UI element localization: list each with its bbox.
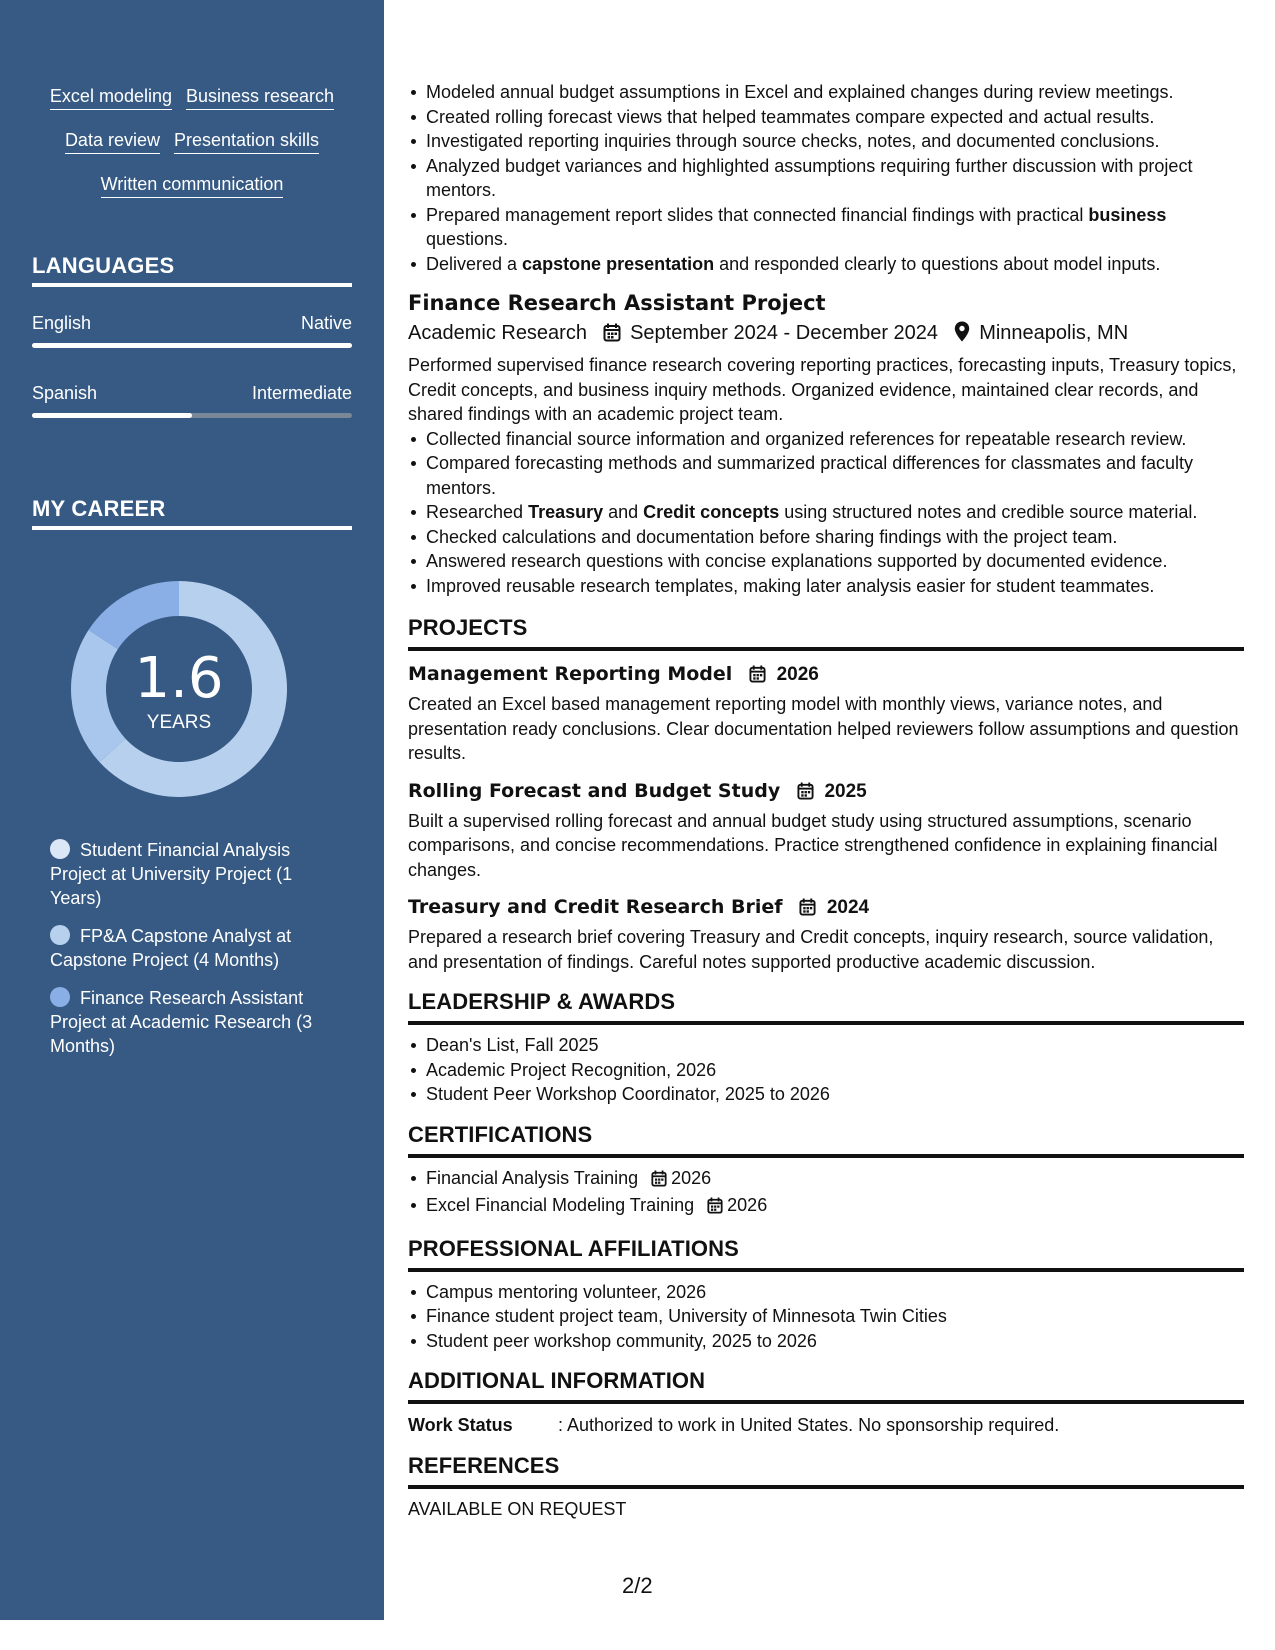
language-level: Native [300, 313, 352, 333]
project-title [408, 659, 1244, 692]
project-year: 2024 [826, 897, 870, 918]
references-text: AVAILABLE ON REQUEST [408, 1499, 627, 1519]
project-item [408, 776, 1244, 883]
job-meta [408, 318, 1244, 351]
project-year: 2026 [776, 664, 819, 685]
references-heading: REFERENCES [408, 1452, 1244, 1489]
skill-tag: Presentation skills [174, 130, 319, 154]
project-item [408, 892, 1244, 974]
legend-dot-icon [50, 925, 70, 945]
bullet-text: and [603, 502, 644, 522]
bullet-item [408, 105, 1244, 130]
skill-tag: Data review [65, 130, 160, 154]
bullet-text-bold: business [1088, 204, 1167, 225]
career-legend-item [50, 986, 340, 1058]
bullet-item [408, 129, 1244, 154]
job-dates: September 2024 - December 2024 [630, 322, 939, 344]
affiliations-list [408, 1280, 1244, 1354]
bullet-item [408, 154, 1244, 203]
language-bar-fill [32, 343, 352, 348]
language-bar [32, 413, 352, 418]
project-description: Built a supervised rolling forecast and annual budget study using structured assumptions, scenario comparisons, and concise recommendations. Practice strengthened confidence in explaining financial changes. [408, 810, 1218, 880]
certification-name: Excel Financial Modeling Training [426, 1195, 695, 1215]
language-row [32, 313, 352, 334]
certification-item [408, 1193, 1244, 1221]
job-bullets [408, 427, 1244, 599]
affiliations-heading: PROFESSIONAL AFFILIATIONS [408, 1235, 1244, 1272]
career-years-unit: YEARS [146, 712, 212, 733]
location-pin-icon [954, 321, 970, 351]
affiliation-item: Campus mentoring volunteer, 2026 [408, 1280, 1244, 1305]
additional-info-heading: ADDITIONAL INFORMATION [408, 1367, 1244, 1404]
sidebar [0, 0, 384, 1620]
bullet-text: Modeled annual budget assumptions in Excel and explained changes during review meetings. [426, 82, 1174, 102]
skill-tag: Business research [186, 86, 334, 110]
bullet-text: Compared forecasting methods and summarized practical differences for classmates and faculty mentors. [426, 453, 1194, 498]
projects-heading: PROJECTS [408, 614, 1244, 651]
career-heading: MY CAREER [32, 496, 352, 530]
affiliation-item: Finance student project team, University of Minnesota Twin Cities [408, 1304, 1244, 1329]
project-description: Prepared a research brief covering Treasury and Credit concepts, inquiry research, source validation, and presentation of findings. Careful notes supported productive academic discussion. [408, 927, 1214, 972]
bullet-item [408, 427, 1244, 452]
skills-row [32, 86, 352, 110]
skills-list [32, 86, 352, 218]
language-name: English [32, 313, 92, 333]
bullet-item [408, 574, 1244, 599]
certifications-list [408, 1166, 1244, 1221]
bullet-text: using structured notes and credible source material. [779, 502, 1198, 522]
bullet-text: Collected financial source information and organized references for repeatable research review. [426, 428, 1187, 449]
bullet-text-bold: Treasury [528, 502, 604, 522]
leadership-item: Dean's List, Fall 2025 [408, 1033, 1244, 1058]
work-status-label: Work Status [408, 1415, 513, 1435]
job-summary: Performed supervised finance research covering reporting practices, forecasting inputs, Treasury topics, Credit concepts, and business inquiry methods. Organized evidence, maintained clear records, and shared findings with an academic project team. [408, 355, 1237, 424]
language-name: Spanish [32, 383, 98, 403]
languages-heading: LANGUAGES [32, 253, 352, 287]
bullet-item [408, 80, 1244, 105]
career-legend-item [50, 838, 340, 910]
bullet-text-bold: capstone presentation [522, 253, 715, 274]
career-years-value: 1.6 [134, 646, 224, 711]
career-item-label: Finance Research Assistant Project at Academic Research (3 Months) [50, 988, 313, 1056]
bullet-text-bold: Credit concepts [643, 502, 780, 522]
career-legend-item [50, 924, 340, 972]
language-row [32, 383, 352, 404]
bullet-text: questions. [426, 229, 509, 249]
project-name: Management Reporting Model [408, 663, 733, 685]
bullet-text: Researched [426, 502, 529, 522]
project-title [408, 892, 1244, 925]
leadership-item: Student Peer Workshop Coordinator, 2025 to 2026 [408, 1082, 1244, 1107]
language-bar [32, 343, 352, 348]
bullet-item [408, 500, 1244, 525]
bullet-text: Investigated reporting inquiries through source checks, notes, and documented conclusions. [426, 131, 1160, 151]
page-number: 2/2 [622, 1573, 653, 1598]
legend-dot-icon [50, 987, 70, 1007]
bullet-text: Created rolling forecast views that helped teammates compare expected and actual results. [426, 106, 1155, 127]
project-item [408, 659, 1244, 766]
bullet-text: Answered research questions with concise explanations supported by documented evidence. [426, 551, 1168, 571]
project-name: Treasury and Credit Research Brief [408, 896, 783, 918]
career-legend [50, 838, 340, 1072]
calendar-icon [749, 662, 766, 692]
skills-row [32, 130, 352, 154]
leadership-heading: LEADERSHIP & AWARDS [408, 988, 1244, 1025]
bullet-item [408, 549, 1244, 574]
bullet-item [408, 525, 1244, 550]
bullet-text: Prepared management report slides that connected financial findings with practical [426, 204, 1089, 225]
project-title [408, 776, 1244, 809]
language-bar-fill [32, 413, 192, 418]
certification-year: 2026 [671, 1167, 712, 1188]
bullet-item [408, 451, 1244, 500]
project-year: 2025 [824, 780, 867, 802]
project-description: Created an Excel based management reporting model with monthly views, variance notes, and presentation ready conclusions. Clear documentation helped reviewers follow assumptions and question results. [408, 694, 1239, 763]
main-content [408, 80, 1244, 1522]
certification-item [408, 1166, 1244, 1194]
job-location: Minneapolis, MN [979, 322, 1129, 344]
legend-dot-icon [50, 839, 70, 859]
calendar-icon [799, 895, 816, 925]
affiliation-item: Student peer workshop community, 2025 to 2026 [408, 1329, 1244, 1354]
calendar-icon [797, 779, 814, 809]
work-status-row [408, 1412, 1244, 1438]
language-level: Intermediate [251, 383, 352, 403]
job-organization: Academic Research [408, 322, 587, 344]
bullet-text: and responded clearly to questions about model inputs. [714, 253, 1161, 274]
work-status-value: : Authorized to work in United States. No sponsorship required. [558, 1415, 1060, 1435]
experience-bullets [408, 80, 1244, 276]
bullet-text: Improved reusable research templates, making later analysis easier for student teammates. [426, 575, 1155, 596]
bullet-text: Delivered a [426, 253, 523, 274]
career-donut-center [66, 576, 292, 802]
career-donut [66, 576, 292, 802]
bullet-item [408, 203, 1244, 252]
skill-tag: Written communication [101, 174, 284, 198]
career-item-label: Student Financial Analysis Project at University Project (1 Years) [50, 840, 293, 908]
bullet-text: Analyzed budget variances and highlighted assumptions requiring further discussion with project mentors. [426, 155, 1193, 200]
leadership-item: Academic Project Recognition, 2026 [408, 1058, 1244, 1083]
bullet-text: Checked calculations and documentation before sharing findings with the project team. [426, 526, 1118, 547]
career-item-label: FP&A Capstone Analyst at Capstone Project (4 Months) [50, 926, 292, 970]
job-title: Finance Research Assistant Project [408, 291, 826, 315]
certification-year: 2026 [727, 1195, 768, 1215]
skill-tag: Excel modeling [50, 86, 172, 110]
skills-row [32, 174, 352, 198]
bullet-item [408, 252, 1244, 277]
project-name: Rolling Forecast and Budget Study [408, 779, 781, 802]
calendar-icon [651, 1169, 667, 1194]
calendar-icon [603, 321, 621, 351]
leadership-list [408, 1033, 1244, 1107]
certifications-heading: CERTIFICATIONS [408, 1121, 1244, 1158]
certification-name: Financial Analysis Training [426, 1167, 639, 1188]
calendar-icon [707, 1196, 723, 1221]
